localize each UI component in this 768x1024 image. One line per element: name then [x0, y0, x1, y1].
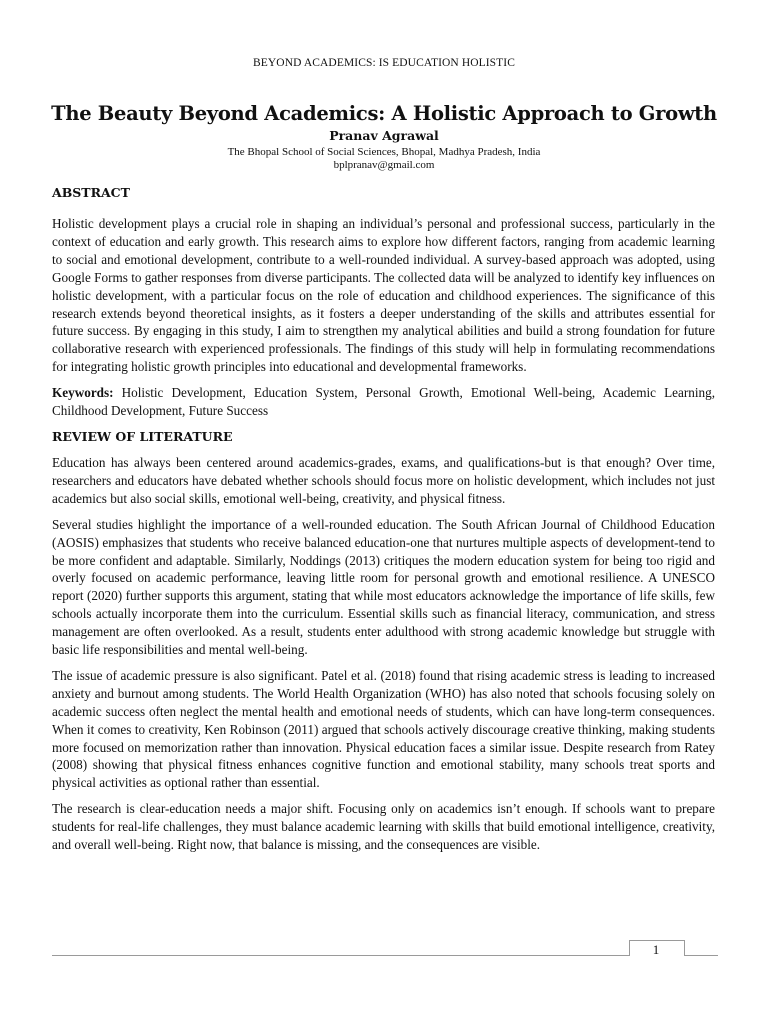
paper-title: The Beauty Beyond Academics: A Holistic Approach to Growth [51, 102, 717, 125]
page-number: 1 [652, 942, 660, 957]
keywords-label: Keywords: [52, 385, 114, 401]
author-email: bplpranav@gmail.com [333, 159, 435, 171]
review-paragraph-2: Several studies highlight the importance of a well-rounded education. The South African Journal of Childhood Education (AOSIS) emphasizes that students who receive balanced education-one that nurtures multiple aspects of development-tend to be more confident and adaptable. Similarly, Noddings (2013) critiques the modern education system for being too rigid and overly focused on academic performance, leaving little room for personal growth and emotional resilience. A UNESCO report (2020) further supports this argument, stating that while most educators acknowledge the importance of life skills, few schools actually incorporate them into the curriculum. Essential skills such as financial literacy, communication, and stress management are often overlooked. As a result, students enter adulthood with strong academic knowledge but struggle with basic life responsibilities and mental well-being. [52, 516, 715, 658]
keywords [52, 384, 715, 420]
review-heading: REVIEW OF LITERATURE [52, 428, 233, 444]
review-paragraph-3: The issue of academic pressure is also significant. Patel et al. (2018) found that rising academic stress is leading to increased anxiety and burnout among students. The World Health Organization (WHO) has also noted that schools focusing solely on academic success often neglect the mental health and emotional needs of students, which can have long-term consequences. When it comes to creativity, Ken Robinson (2011) argued that schools actively discourage creative thinking, making students more focused on memorization rather than innovation. Physical education faces a similar issue. Despite research from Ratey (2008) showing that physical fitness enhances cognitive function and emotional stability, many schools treat sports and physical activities as optional rather than essential. [52, 667, 715, 791]
running-header: BEYOND ACADEMICS: IS EDUCATION HOLISTIC [252, 57, 515, 69]
author-affiliation: The Bhopal School of Social Sciences, Bhopal, Madhya Pradesh, India [227, 146, 541, 158]
review-paragraph-4: The research is clear-education needs a major shift. Focusing only on academics isn’t enough. If schools want to prepare students for real-life challenges, they must balance academic learning with skills that build emotional intelligence, creativity, and overall well-being. Right now, that balance is missing, and the consequences are visible. [52, 801, 715, 853]
abstract-text: Holistic development plays a crucial role in shaping an individual’s personal and professional success, particularly in the context of education and early growth. This research aims to explore how different factors, ranging from academic learning to social and emotional development, contribute to a well-rounded individual. A survey-based approach was adopted, using Google Forms to gather responses from diverse participants. The collected data will be analyzed to identify key influences on holistic development, with a particular focus on the role of education and childhood experiences. The significance of this research extends beyond theoretical insights, as it fosters a deeper understanding of the skills and attributes essential for future success. By engaging in this study, I aim to strengthen my analytical abilities and build a strong foundation for future collaborative research with experienced professionals. The findings of this study will help in formulating recommendations for integrating holistic growth principles into educational and developmental frameworks. [52, 216, 715, 375]
abstract-heading: ABSTRACT [52, 185, 130, 200]
paper-body [52, 184, 715, 854]
review-paragraph-1: Education has always been centered around academics-grades, exams, and qualifications-but is that enough? Over time, researchers and educators have debated whether schools should focus more on holistic development, which includes not just academics but also social skills, emotional well-being, creativity, and physical fitness. [52, 454, 715, 506]
keywords-list: Holistic Development, Education System, Personal Growth, Emotional Well-being, Academic Learning, Childhood Development, Future Success [52, 385, 715, 419]
author-name: Pranav Agrawal [329, 128, 439, 143]
footer-divider [52, 955, 718, 956]
